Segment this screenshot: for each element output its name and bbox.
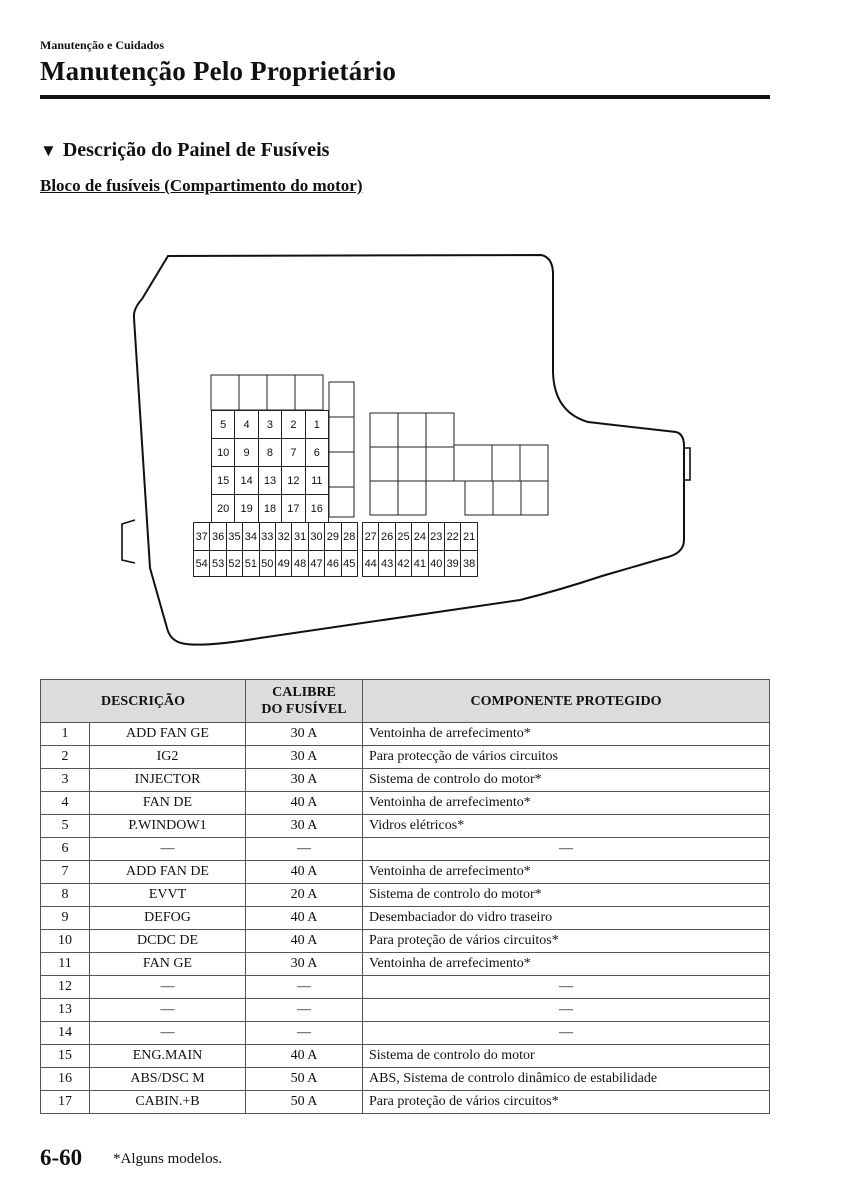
- cell-num: 10: [41, 930, 90, 953]
- fuse-slot: 38: [460, 550, 477, 577]
- table-row: [41, 1091, 770, 1114]
- relay-right-7: [370, 481, 398, 515]
- relay-side-2: [329, 417, 354, 452]
- table-row: [41, 746, 770, 769]
- relay-right-4: [370, 447, 398, 481]
- cell-comp: Ventoinha de arrefecimento*: [363, 792, 770, 815]
- cell-num: 17: [41, 1091, 90, 1114]
- fuse-slot: 34: [242, 522, 259, 551]
- fuse-slot: 20: [211, 494, 235, 523]
- triangle-bullet-icon: ▼: [40, 141, 57, 160]
- table-row: [41, 999, 770, 1022]
- cell-num: 8: [41, 884, 90, 907]
- table-row: [41, 1022, 770, 1045]
- relay-right-9: [454, 445, 492, 481]
- page-number: 6-60: [40, 1145, 83, 1170]
- cell-comp: Sistema de controlo do motor: [363, 1045, 770, 1068]
- cell-amp: 40 A: [246, 1045, 363, 1068]
- relay-side-4: [329, 487, 354, 517]
- cell-amp: 50 A: [246, 1068, 363, 1091]
- cell-amp: —: [246, 838, 363, 861]
- sub-heading-text: Descrição do Painel de Fusíveis: [62, 139, 330, 161]
- table-row: [41, 953, 770, 976]
- cell-comp: Para proteção de vários circuitos*: [363, 930, 770, 953]
- cell-comp: Para protecção de vários circuitos: [363, 746, 770, 769]
- fuse-table: [40, 679, 770, 1114]
- fuse-slot: 44: [362, 550, 379, 577]
- cell-amp: 40 A: [246, 792, 363, 815]
- fuse-slot: 33: [259, 522, 276, 551]
- relay-top-1: [211, 375, 239, 410]
- footnote: *Alguns modelos.: [113, 1151, 223, 1167]
- table-row: [41, 723, 770, 746]
- cell-desc: —: [90, 976, 246, 999]
- cell-num: 6: [41, 838, 90, 861]
- fuse-slot: 41: [411, 550, 428, 577]
- relay-right-10: [492, 445, 520, 481]
- cell-comp: Sistema de controlo do motor*: [363, 769, 770, 792]
- cell-num: 12: [41, 976, 90, 999]
- cell-comp: Desembaciador do vidro traseiro: [363, 907, 770, 930]
- cell-num: 16: [41, 1068, 90, 1091]
- cell-num: 15: [41, 1045, 90, 1068]
- fuse-slot: 47: [308, 550, 325, 577]
- cell-num: 14: [41, 1022, 90, 1045]
- cell-comp: Ventoinha de arrefecimento*: [363, 723, 770, 746]
- cell-comp: Vidros elétricos*: [363, 815, 770, 838]
- header-component: COMPONENTE PROTEGIDO: [363, 680, 770, 723]
- fuse-slot: 18: [258, 494, 282, 523]
- fuse-slot: 39: [444, 550, 461, 577]
- cell-desc: DEFOG: [90, 907, 246, 930]
- cell-amp: 50 A: [246, 1091, 363, 1114]
- fuse-slot: 30: [308, 522, 325, 551]
- fuse-slot: 8: [258, 438, 282, 467]
- fuse-slot: 36: [209, 522, 226, 551]
- cell-desc: P.WINDOW1: [90, 815, 246, 838]
- relay-right-13: [493, 481, 521, 515]
- cell-num: 7: [41, 861, 90, 884]
- table-row: [41, 815, 770, 838]
- table-row: [41, 792, 770, 815]
- cell-desc: —: [90, 838, 246, 861]
- fuse-slot: 27: [362, 522, 379, 551]
- cell-comp: Ventoinha de arrefecimento*: [363, 953, 770, 976]
- cell-amp: 30 A: [246, 769, 363, 792]
- fuse-slot: 51: [242, 550, 259, 577]
- fuse-slot: 37: [193, 522, 210, 551]
- cell-desc: ADD FAN GE: [90, 723, 246, 746]
- table-header-row: [41, 680, 770, 723]
- cell-amp: 40 A: [246, 907, 363, 930]
- fuse-slot: 16: [305, 494, 329, 523]
- section-label: Manutenção e Cuidados: [40, 38, 165, 52]
- fuse-slot: 21: [460, 522, 477, 551]
- header-description: DESCRIÇÃO: [41, 680, 246, 723]
- fuse-slot: 11: [305, 466, 329, 495]
- relay-top-2: [239, 375, 267, 410]
- relay-right-5: [398, 447, 426, 481]
- cell-amp: —: [246, 976, 363, 999]
- fuse-slot: 22: [444, 522, 461, 551]
- table-row: [41, 1068, 770, 1091]
- fuse-slot: 49: [275, 550, 292, 577]
- cell-comp: Ventoinha de arrefecimento*: [363, 861, 770, 884]
- fuse-slot: 3: [258, 410, 282, 439]
- fuse-slot: 40: [428, 550, 445, 577]
- table-row: [41, 1045, 770, 1068]
- cell-num: 1: [41, 723, 90, 746]
- relay-side-1: [329, 382, 354, 417]
- cell-desc: ABS/DSC M: [90, 1068, 246, 1091]
- fuse-slot: 17: [281, 494, 305, 523]
- block-heading: Bloco de fusíveis (Compartimento do motor): [40, 176, 363, 195]
- fuse-slot: 25: [395, 522, 412, 551]
- relay-right-2: [398, 413, 426, 447]
- header-rating: CALIBRE DO FUSÍVEL: [246, 680, 363, 723]
- relay-right-14: [521, 481, 548, 515]
- fuse-slot: 6: [305, 438, 329, 467]
- fuse-slot: 53: [209, 550, 226, 577]
- fuse-slot: 50: [259, 550, 276, 577]
- fuse-slot: 52: [226, 550, 243, 577]
- fuse-slot: 24: [411, 522, 428, 551]
- cell-num: 2: [41, 746, 90, 769]
- fuse-slot: 5: [211, 410, 235, 439]
- cell-amp: —: [246, 999, 363, 1022]
- cell-desc: CABIN.+B: [90, 1091, 246, 1114]
- page-title: Manutenção Pelo Proprietário: [40, 56, 397, 86]
- fuse-slot: 26: [378, 522, 395, 551]
- relay-right-11: [520, 445, 548, 481]
- cell-desc: FAN GE: [90, 953, 246, 976]
- table-row: [41, 769, 770, 792]
- cell-desc: —: [90, 1022, 246, 1045]
- fuse-slot: 4: [234, 410, 258, 439]
- cell-desc: —: [90, 999, 246, 1022]
- fuse-slot: 31: [291, 522, 308, 551]
- fuse-slot: 43: [378, 550, 395, 577]
- fuse-slot: 12: [281, 466, 305, 495]
- relay-top-4: [295, 375, 323, 410]
- cell-comp: Para proteção de vários circuitos*: [363, 1091, 770, 1114]
- fuse-slot: 9: [234, 438, 258, 467]
- table-row: [41, 907, 770, 930]
- fuse-slot: 42: [395, 550, 412, 577]
- cell-amp: —: [246, 1022, 363, 1045]
- cell-amp: 40 A: [246, 861, 363, 884]
- table-row: [41, 838, 770, 861]
- fuse-slot: 15: [211, 466, 235, 495]
- fuse-slot: 48: [291, 550, 308, 577]
- table-row: [41, 930, 770, 953]
- cell-comp: ABS, Sistema de controlo dinâmico de estabilidade: [363, 1068, 770, 1091]
- cell-desc: FAN DE: [90, 792, 246, 815]
- cell-num: 13: [41, 999, 90, 1022]
- cell-amp: 30 A: [246, 953, 363, 976]
- fuse-slot: 13: [258, 466, 282, 495]
- cell-comp: —: [363, 999, 770, 1022]
- cell-desc: ENG.MAIN: [90, 1045, 246, 1068]
- cell-amp: 30 A: [246, 746, 363, 769]
- fuse-slot: 28: [341, 522, 358, 551]
- fuse-slot: 1: [305, 410, 329, 439]
- cell-amp: 30 A: [246, 815, 363, 838]
- cell-desc: DCDC DE: [90, 930, 246, 953]
- cell-amp: 40 A: [246, 930, 363, 953]
- fuse-slot: 32: [275, 522, 292, 551]
- cell-desc: IG2: [90, 746, 246, 769]
- table-row: [41, 861, 770, 884]
- cell-num: 11: [41, 953, 90, 976]
- cell-num: 4: [41, 792, 90, 815]
- cell-num: 5: [41, 815, 90, 838]
- relay-right-3: [426, 413, 454, 447]
- side-tab: [122, 520, 135, 563]
- fuse-slot: 2: [281, 410, 305, 439]
- cell-desc: INJECTOR: [90, 769, 246, 792]
- fuse-slot: 46: [324, 550, 341, 577]
- cell-desc: ADD FAN DE: [90, 861, 246, 884]
- cell-desc: EVVT: [90, 884, 246, 907]
- relay-right-12: [465, 481, 493, 515]
- fuse-slot: 29: [324, 522, 341, 551]
- cell-comp: —: [363, 976, 770, 999]
- fuse-slot: 23: [428, 522, 445, 551]
- relay-right-1: [370, 413, 398, 447]
- cell-num: 3: [41, 769, 90, 792]
- relay-right-6: [426, 447, 454, 481]
- fuse-slot: 7: [281, 438, 305, 467]
- fuse-slot: 14: [234, 466, 258, 495]
- cell-amp: 30 A: [246, 723, 363, 746]
- cell-comp: —: [363, 1022, 770, 1045]
- table-row: [41, 884, 770, 907]
- cell-comp: —: [363, 838, 770, 861]
- relay-right-8: [398, 481, 426, 515]
- cell-amp: 20 A: [246, 884, 363, 907]
- fuse-slot: 54: [193, 550, 210, 577]
- fuse-slot: 10: [211, 438, 235, 467]
- table-row: [41, 976, 770, 999]
- fuse-slot: 45: [341, 550, 358, 577]
- relay-side-3: [329, 452, 354, 487]
- cell-comp: Sistema de controlo do motor*: [363, 884, 770, 907]
- cell-num: 9: [41, 907, 90, 930]
- fuse-slot: 35: [226, 522, 243, 551]
- relay-top-3: [267, 375, 295, 410]
- fuse-slot: 19: [234, 494, 258, 523]
